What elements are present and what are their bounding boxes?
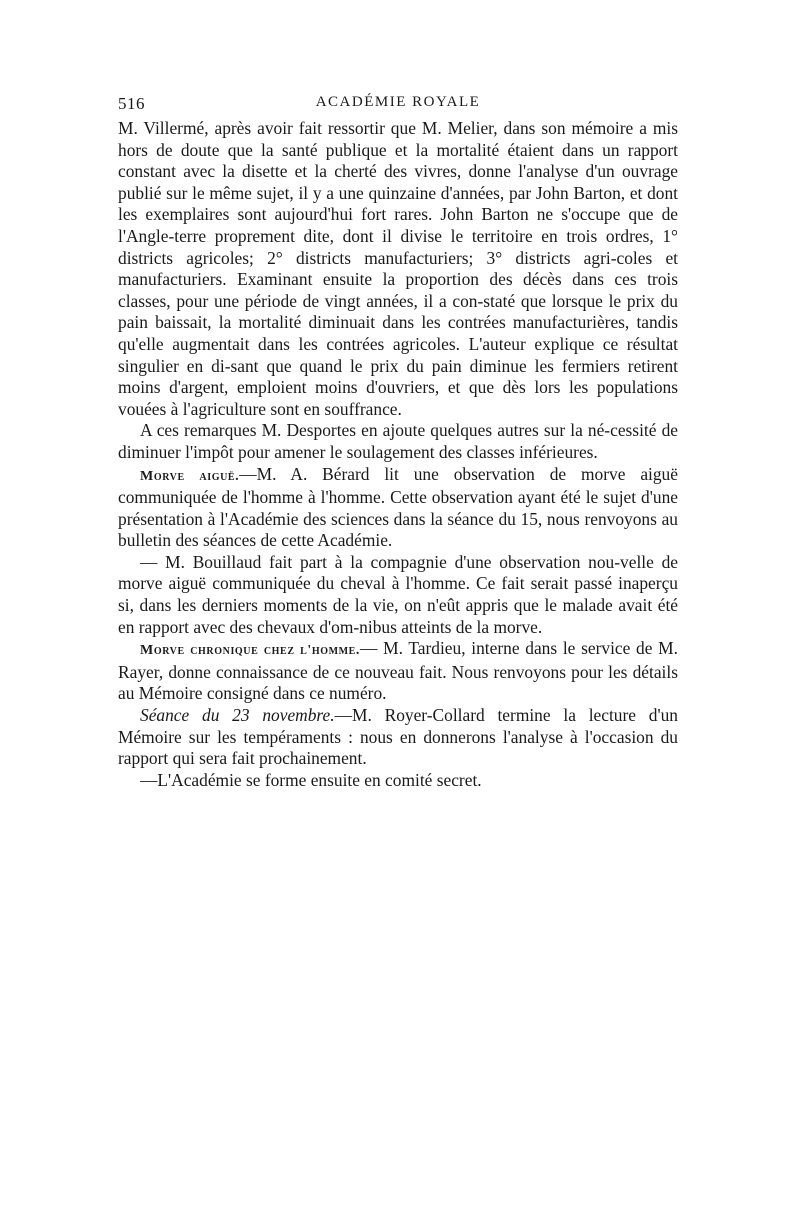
section-heading-morve-chronique: Morve chronique chez l'homme. (140, 643, 361, 659)
page-number: 516 (118, 94, 145, 113)
paragraph-comite-secret (118, 770, 678, 792)
paragraph-villerme (118, 118, 678, 420)
running-title: ACADÉMIE ROYALE (315, 94, 481, 110)
section-heading-morve-aigue: Morve aiguë. (140, 468, 240, 484)
paragraph-desportes (118, 420, 678, 463)
paragraph-bouillaud (118, 552, 678, 638)
running-header (118, 92, 678, 118)
paragraph-text: M. Villermé, après avoir fait ressortir que M. Melier, dans son mémoire a mis hors de doute que la santé publique et la mortalité étaient dans un rapport constant avec la disette et la cherté des vivres, donne l'analyse d'un ouvrage publié sur le même sujet, il y a une quinzaine d'années, par John Barton, et dont les exemplaires sont aujourd'hui fort rares. John Barton ne s'occupe que de l'Angle-terre proprement dite, dont il divise le territoire en trois ordres, 1° districts agricoles; 2° districts manufacturiers; 3° districts agri-coles et manufacturiers. Examinant ensuite la proportion des décès dans ces trois classes, pour une période de vingt années, il a con-staté que lorsque le prix du pain baissait, la mortalité diminuait dans les contrées manufacturières, tandis qu'elle augmentait dans les contrées agricoles. L'auteur explique ce résultat singulier en di-sant que quand le prix du pain diminue les fermiers retirent moins d'argent, emploient moins d'ouvriers, et que dès lors les populations vouées à l'agriculture sont en souffrance. (118, 118, 678, 419)
paragraph-text: A ces remarques M. Desportes en ajoute quelques autres sur la né-cessité de diminuer l'impôt pour amener le soulagement des classes inférieures. (118, 420, 678, 462)
paragraph-morve-chronique (118, 638, 678, 705)
paragraph-morve-aigue (118, 464, 678, 552)
paragraph-text: — M. Bouillaud fait part à la compagnie d'une observation nou-velle de morve aiguë communiquée du cheval à l'homme. Ce fait serait passé inaperçu si, dans les derniers moments de la vie, on n'eût appris que le malade avait été en rapport avec des chevaux d'om-nibus atteints de la morve. (118, 551, 678, 637)
document-page (118, 92, 678, 791)
paragraph-text: —M. A. Bérard lit une observation de morve aiguë communiquée de l'homme à l'homme. Cette observation ayant été le sujet d'une présentation à l'Académie des sciences dans la séance du 15, nous renvoyons au bulletin des séances de cette Académie. (118, 463, 678, 551)
paragraph-text: —L'Académie se forme ensuite en comité secret. (140, 769, 482, 790)
paragraph-text: — M. Tardieu, interne dans le service de M. Rayer, donne connaissance de ce nouveau fait. Nous renvoyons pour les détails au Mémoire consigné dans ce numéro. (118, 638, 678, 704)
paragraph-text: —M. Royer-Collard termine la lecture d'un Mémoire sur les tempéraments : nous en donnerons l'analyse à l'occasion du rapport qui sera fait prochainement. (118, 705, 678, 769)
paragraph-seance-23-novembre (118, 705, 678, 770)
session-date-lead: Séance du 23 novembre. (140, 705, 335, 726)
